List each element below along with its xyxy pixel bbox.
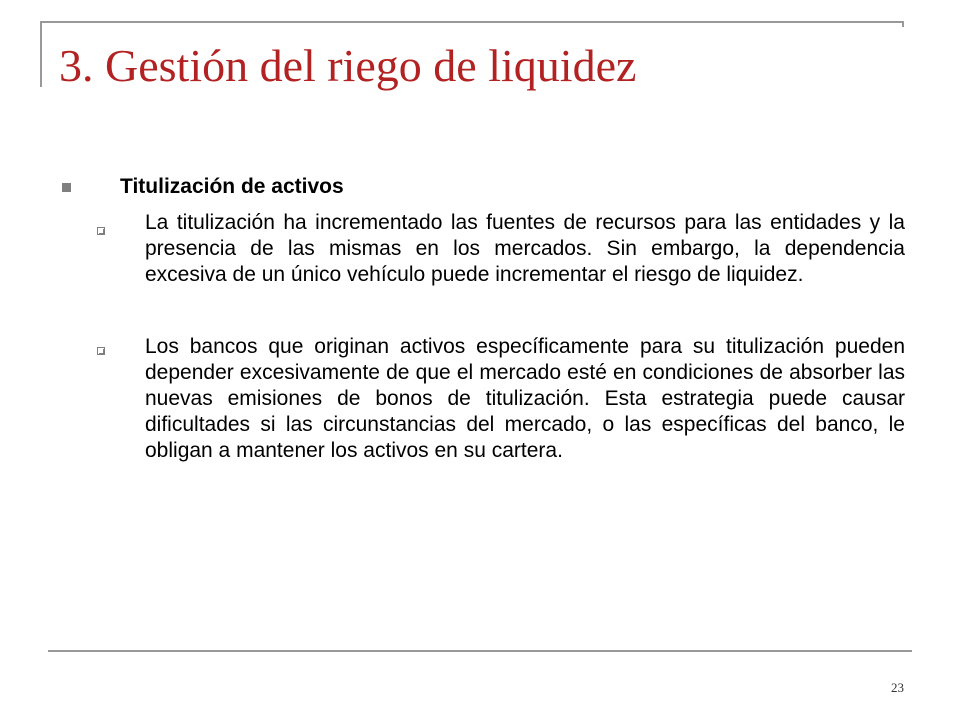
frame-top-line	[40, 21, 904, 23]
square-bullet-icon	[62, 183, 71, 192]
list-item: La titulización ha incrementado las fuentes de recursos para las entidades y la presencia de las mismas en los mercados. Sin embargo, la dependencia excesiva de un único vehículo puede incrementar el riesgo de liquidez.	[145, 211, 905, 286]
page-number: 23	[891, 680, 904, 695]
section-heading: Titulización de activos	[120, 175, 344, 198]
frame-bottom-line	[48, 650, 912, 652]
frame-right-tick	[902, 21, 904, 27]
checkbox-bullet-icon	[97, 227, 105, 235]
list-item: Los bancos que originan activos específicamente para su titulización pueden depender excesivamente de que el mercado esté en condiciones de absorber las nuevas emisiones de bonos de titulización. Esta estrategia puede causar dificultades si las circunstancias del mercado, o las específicas del banco, le obligan a mantener los activos en su cartera.	[145, 335, 905, 462]
frame-left-line	[40, 21, 42, 87]
checkbox-bullet-icon	[97, 347, 105, 355]
slide-title: 3. Gestión del riego de liquidez	[59, 40, 637, 91]
